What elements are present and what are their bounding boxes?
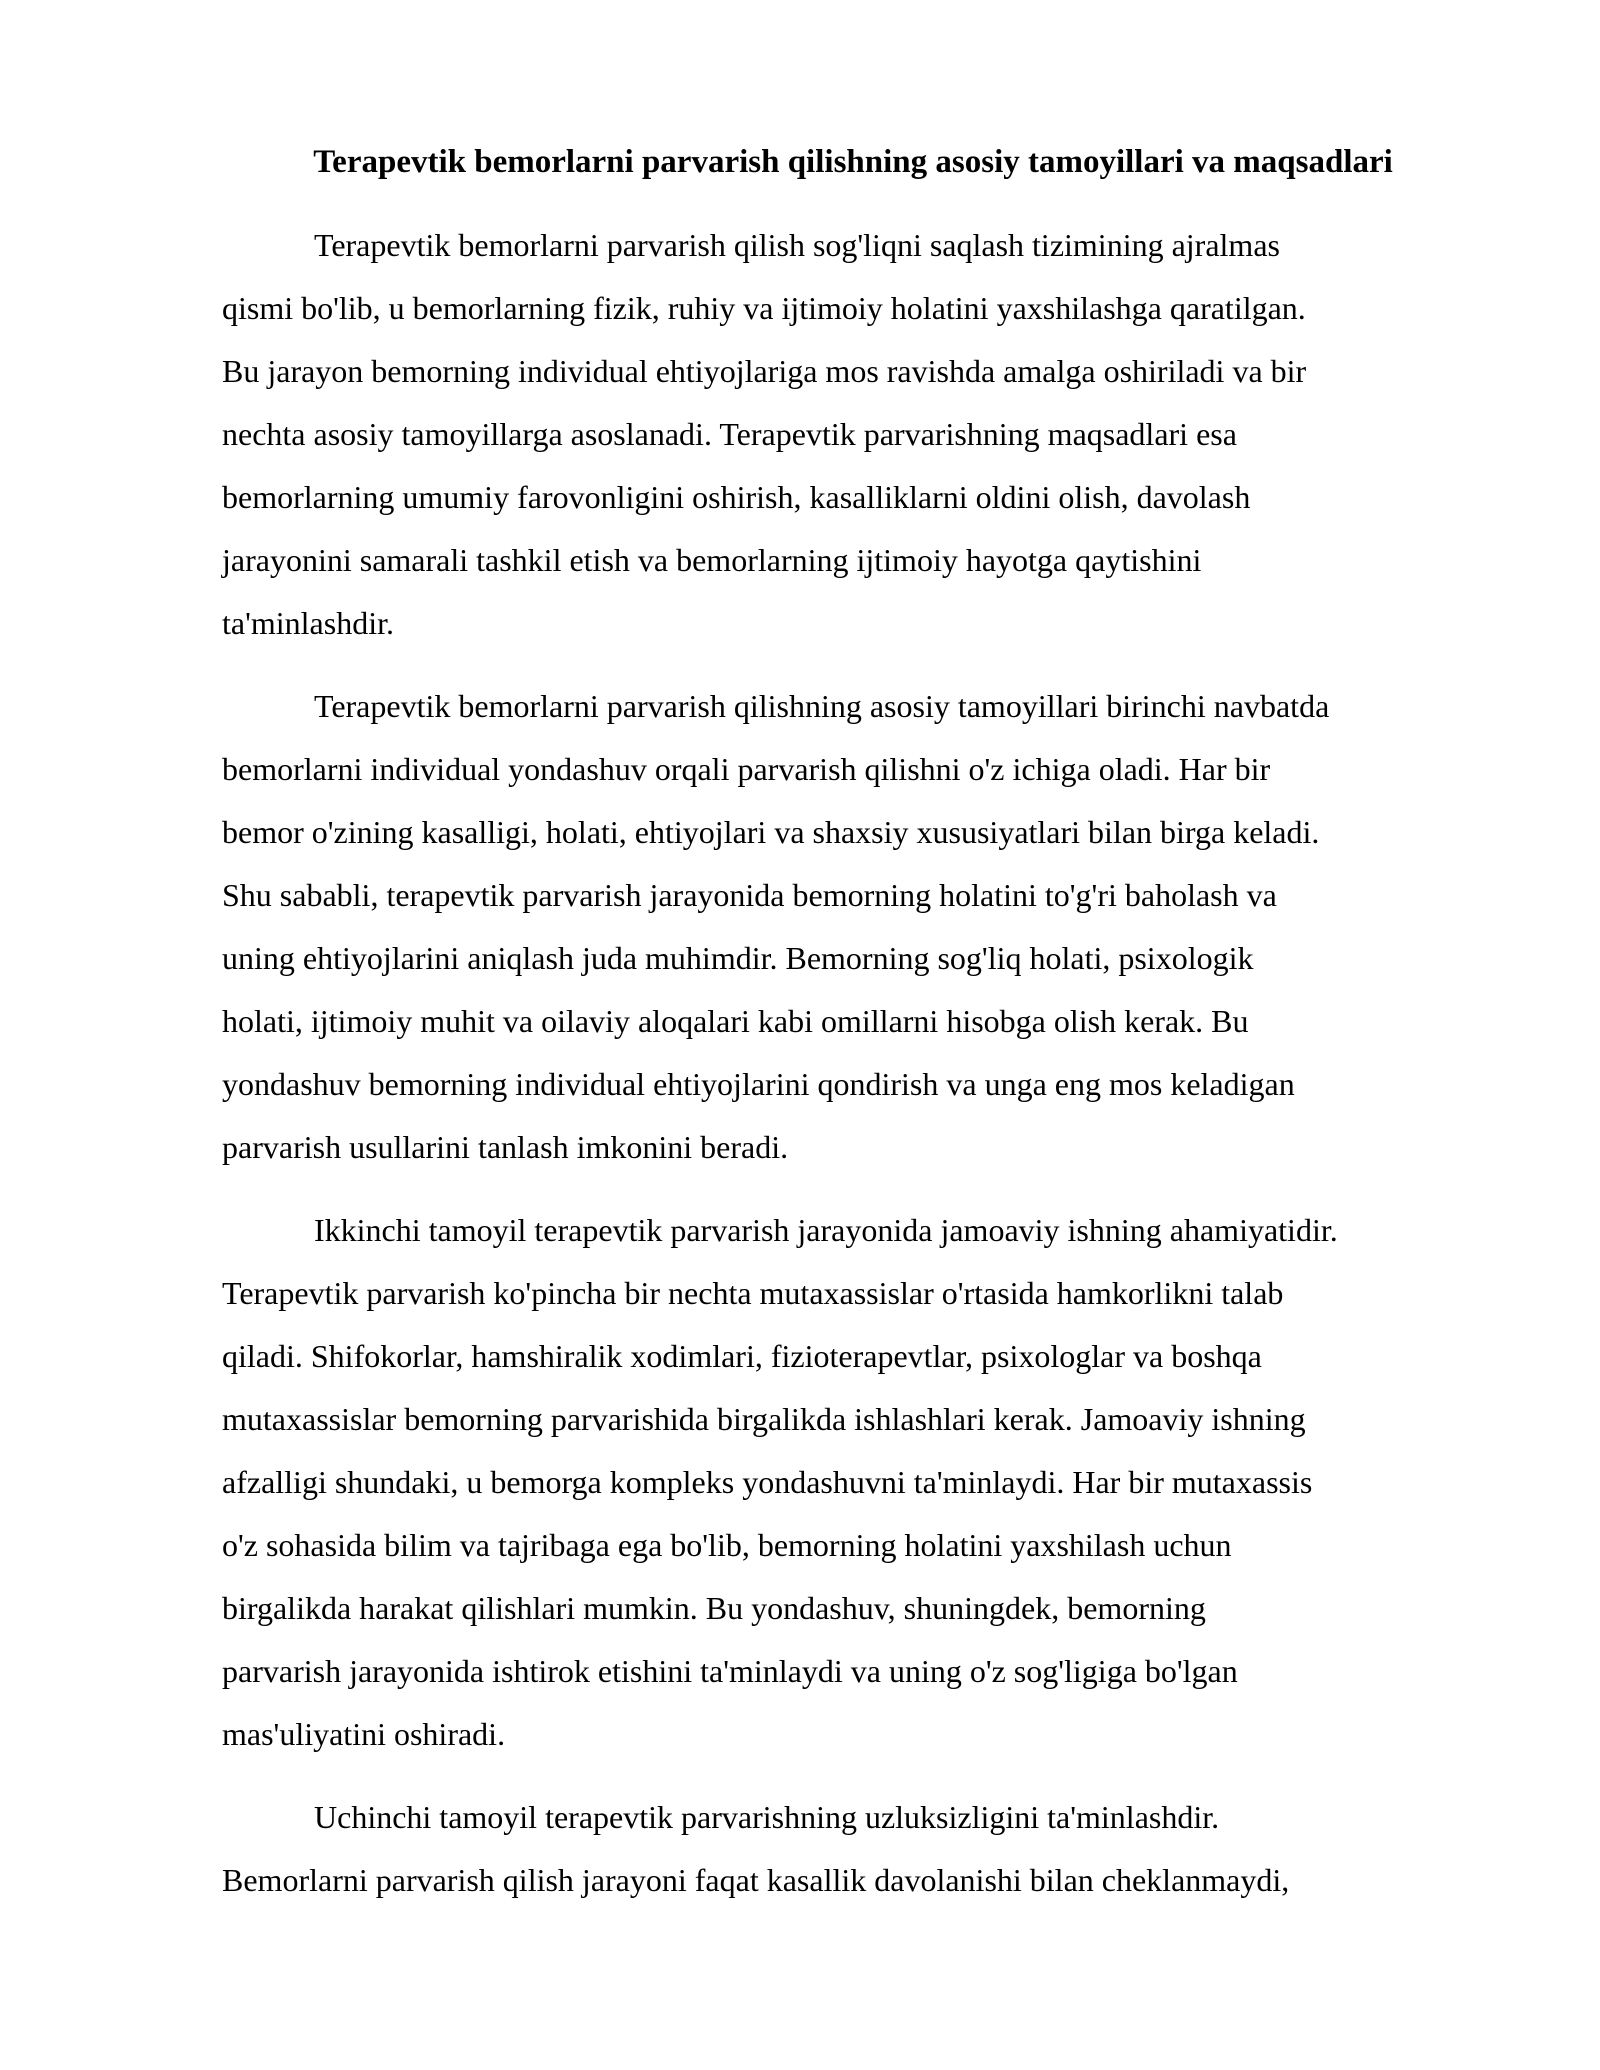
paragraph-line: parvarish usullarini tanlash imkonini beradi. [222,1129,789,1165]
paragraph-line: afzalligi shundaki, u bemorga kompleks yondashuvni ta'minlaydi. Har bir mutaxassis [222,1464,1313,1500]
paragraph-line: mas'uliyatini oshiradi. [222,1716,506,1752]
paragraph-line: birgalikda harakat qilishlari mumkin. Bu yondashuv, shuningdek, bemorning [222,1590,1206,1626]
paragraph-4 [222,1786,1484,1912]
document-body [222,140,1484,1932]
paragraph-line: holati, ijtimoiy muhit va oilaviy aloqalari kabi omillarni hisobga olish kerak. Bu [222,1003,1249,1039]
paragraph-line: bemorlarni individual yondashuv orqali parvarish qilishni o'z ichiga oladi. Har bir [222,751,1271,787]
paragraph-line: Terapevtik parvarish ko'pincha bir nechta mutaxassislar o'rtasida hamkorlikni talab [222,1275,1284,1311]
paragraph-line: Terapevtik bemorlarni parvarish qilishning asosiy tamoyillari birinchi navbatda [314,688,1330,724]
paragraph-line: nechta asosiy tamoyillarga asoslanadi. Terapevtik parvarishning maqsadlari esa [222,416,1237,452]
paragraph-line: Terapevtik bemorlarni parvarish qilish sog'liqni saqlash tizimining ajralmas [314,227,1280,263]
paragraph-2 [222,675,1484,1179]
paragraph-line: mutaxassislar bemorning parvarishida birgalikda ishlashlari kerak. Jamoaviy ishning [222,1401,1306,1437]
paragraph-line: uning ehtiyojlarini aniqlash juda muhimdir. Bemorning sog'liq holati, psixologik [222,940,1254,976]
paragraph-line: Ikkinchi tamoyil terapevtik parvarish jarayonida jamoaviy ishning ahamiyatidir. [314,1212,1338,1248]
paragraph-line: bemorlarning umumiy farovonligini oshirish, kasalliklarni oldini olish, davolash [222,479,1251,515]
paragraph-line: Uchinchi tamoyil terapevtik parvarishning uzluksizligini ta'minlashdir. [314,1799,1220,1835]
paragraph-line: Shu sababli, terapevtik parvarish jarayonida bemorning holatini to'g'ri baholash va [222,877,1277,913]
paragraph-line: ta'minlashdir. [222,605,394,641]
paragraph-line: qismi bo'lib, u bemorlarning fizik, ruhiy va ijtimoiy holatini yaxshilashga qaratilgan. [222,290,1306,326]
paragraph-line: o'z sohasida bilim va tajribaga ega bo'lib, bemorning holatini yaxshilash uchun [222,1527,1232,1563]
paragraph-line: yondashuv bemorning individual ehtiyojlarini qondirish va unga eng mos keladigan [222,1066,1295,1102]
paragraph-3 [222,1199,1484,1766]
document-title: Terapevtik bemorlarni parvarish qilishning asosiy tamoyillari va maqsadlari [313,144,1393,180]
paragraph-line: jarayonini samarali tashkil etish va bemorlarning ijtimoiy hayotga qaytishini [222,542,1202,578]
paragraph-line: bemor o'zining kasalligi, holati, ehtiyojlari va shaxsiy xususiyatlari bilan birga keladi. [222,814,1320,850]
paragraph-line: Bu jarayon bemorning individual ehtiyojlariga mos ravishda amalga oshiriladi va bir [222,353,1307,389]
paragraph-line: parvarish jarayonida ishtirok etishini ta'minlaydi va uning o'z sog'ligiga bo'lgan [222,1653,1238,1689]
paragraph-line: qiladi. Shifokorlar, hamshiralik xodimlari, fizioterapevtlar, psixologlar va boshqa [222,1338,1262,1374]
paragraph-line: Bemorlarni parvarish qilish jarayoni faqat kasallik davolanishi bilan cheklanmaydi, [222,1862,1290,1898]
paragraph-1 [222,214,1484,655]
